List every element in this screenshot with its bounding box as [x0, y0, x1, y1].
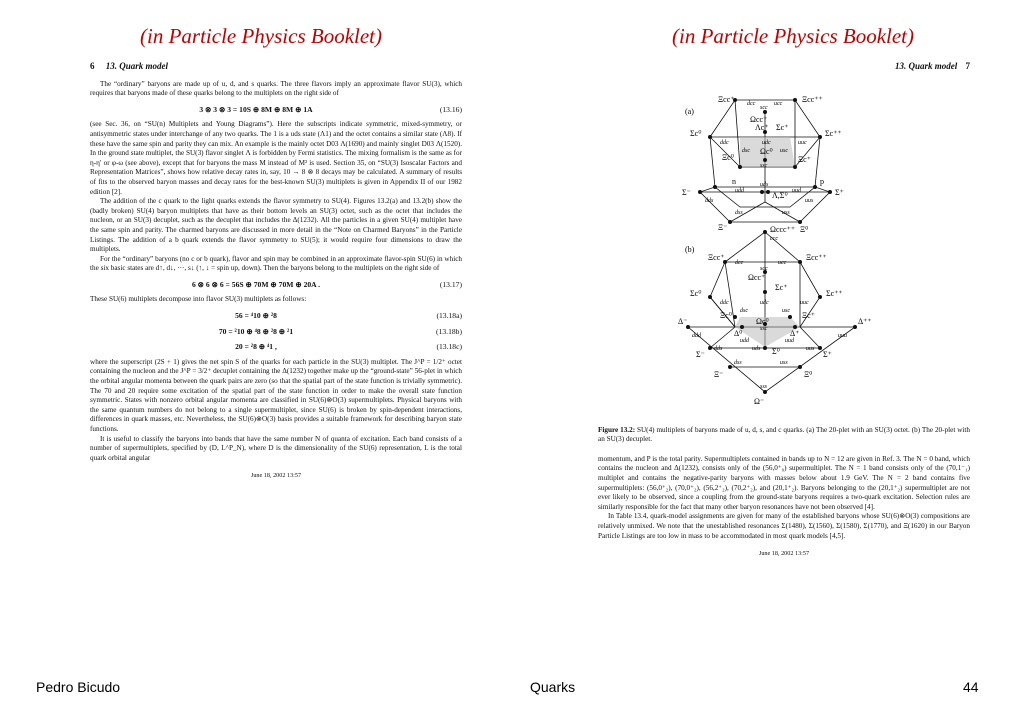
label-b-xi-0: Ξ⁰: [804, 370, 813, 379]
label-b-dss: dss: [734, 360, 742, 366]
equation-13-18b: [90, 327, 462, 337]
label-b-dcc: dcc: [735, 260, 744, 266]
label-uuc: uuc: [798, 140, 807, 146]
label-b-uuc: uuc: [800, 300, 809, 306]
equation-13-16: [90, 105, 462, 115]
left-page-number: 6: [90, 61, 95, 71]
right-page-date: June 18, 2002 13:57: [758, 550, 810, 558]
fig-a-label: (a): [685, 107, 694, 116]
equation-expression: 3 ⊗ 3 ⊗ 3 = 10S ⊕ 8M ⊕ 8M ⊕ 1A: [199, 104, 313, 114]
label-ddc: ddc: [720, 140, 729, 146]
label-sigma-c-0: Σc⁰: [690, 129, 702, 138]
label-sigma-c-plus: Σc⁺: [776, 123, 789, 132]
label-b-sigma-c-0: Σc⁰: [690, 289, 702, 298]
label-b-sigma-0: Σ⁰: [772, 347, 780, 356]
label-b-xi-cc-plusplus: Ξcc⁺⁺: [806, 253, 827, 262]
booklet-title-right: (in Particle Physics Booklet): [672, 24, 915, 48]
label-b-scc: scc: [760, 266, 768, 272]
diagram-b-text: [678, 225, 872, 406]
label-delta-plusplus: Δ⁺⁺: [858, 317, 872, 326]
diagram-a-text: [682, 95, 844, 234]
equation-tag: (13.18a): [436, 311, 462, 321]
label-b-sigma-c-plus: Σc⁺: [775, 283, 788, 292]
left-paragraph-4: For the “ordinary” baryons (no c or b quark), flavor and spin may be combined in an approximate flavor-spin SU(6) in which the six basic states are d↑, d↓, ···, s↓ (↑, ↓ = spin up, down). Then the baryons belong to the multiplets on the right side of: [90, 254, 462, 273]
label-b-udd: udd: [740, 338, 749, 344]
footer-topic: Quarks: [530, 679, 576, 695]
label-dss: dss: [735, 210, 743, 216]
label-xi-c-0: Ξc⁰: [722, 153, 734, 162]
figure-caption-text: SU(4) multiplets of baryons made of u, d, s, and c quarks. (a) The 20-plet with an SU(3) octet. (b) The 20-plet with an SU(3) decuplet.: [598, 425, 970, 444]
label-dcc: dcc: [747, 101, 756, 107]
label-xi-cc-plusplus: Ξcc⁺⁺: [802, 95, 823, 104]
label-b-dds: dds: [714, 346, 723, 352]
label-delta-minus: Δ⁻: [678, 317, 688, 326]
label-uud: uud: [792, 188, 801, 194]
left-paragraph-7: It is useful to classify the baryons into bands that have the same number N of quanta of excitation. Each band consists of a number of supermultiplets, specified by (D, L^P_N), where D is the dimensionality of the SU(6) representation, L is the total quark orbital angular: [90, 434, 462, 462]
left-paragraph-5: These SU(6) multiplets decompose into flavor SU(3) multiplets as follows:: [90, 295, 307, 304]
label-lambda-sigma-0: Λ,Σ⁰: [772, 191, 788, 200]
equation-13-18c: [90, 342, 462, 352]
equation-tag: (13.18b): [436, 326, 462, 336]
label-b-xi-cc-plus: Ξcc⁺: [708, 253, 725, 262]
label-b-xi-c-plus: Ξc⁺: [802, 311, 815, 320]
label-omega-c: Ωc⁰: [760, 147, 773, 156]
label-b-xi-c-0: Ξc⁰: [720, 311, 732, 320]
label-b-omega-cc: Ωcc⁺: [748, 273, 766, 282]
equation-13-17: [90, 280, 462, 290]
label-xi-cc-plus: Ξcc⁺: [718, 95, 735, 104]
label-sigma-plus: Σ⁺: [835, 188, 844, 197]
equation-13-18a: [90, 311, 462, 321]
equation-expression: 70 = ²10 ⊕ ⁴8 ⊕ ²8 ⊕ ²1: [218, 326, 294, 336]
left-paragraph-6: where the superscript (2S + 1) gives the net spin S of the quarks for each particle in the SU(3) multiplet. The J^P = 1/2⁺ octet containing the nucleon and the J^P = 3/2⁺ decuplet containing the Δ(1232) together make up the “ground-state” 56-plet in which the orbital angular momenta between the quark pairs are zero (so that the spatial part of the state function is trivially symmetric). The 70 and 20 require some excitation of the spatial part of the state function in order to make the overall state function symmetric. States with nonzero orbital angular momenta are classified in SU(6)⊗O(3) supermultiplets. Physical baryons with the same quantum numbers do not belong to a single supermultiplet, since SU(6) is broken by spin-dependent interactions, differences in quark masses, etc. Nevertheless, the SU(6)⊗O(3) basis provides a suitable framework for describing baryon state functions.: [90, 357, 462, 433]
label-ddd: ddd: [692, 333, 701, 339]
right-paragraph-2: In Table 13.4, quark-model assignments are given for many of the established baryons whose SU(6)⊗O(3) compositions are relatively unmixed. We note that the unestablished resonances Σ(1480), Σ(1560), Σ(1580), Σ(1770), and Ξ(1620) in our Baryon Particle Listings are too low in mass to be accommodated in most quark models [4,5].: [598, 512, 970, 540]
label-sigma-c-plusplus: Σc⁺⁺: [825, 129, 842, 138]
booklet-title-left: (in Particle Physics Booklet): [140, 24, 383, 48]
footer-page-number: 44: [963, 679, 979, 695]
label-usc: usc: [780, 148, 788, 154]
su4-multiplet-diagrams: [680, 92, 880, 422]
label-b-xi-minus: Ξ⁻: [714, 370, 724, 379]
equation-tag: (13.18c): [436, 342, 462, 352]
label-scc: scc: [760, 105, 768, 111]
label-b-uss: uss: [780, 360, 788, 366]
label-b-ucc: ucc: [778, 260, 787, 266]
label-b-uds: uds: [752, 346, 761, 352]
label-uss: uss: [782, 210, 790, 216]
label-b-udc: udc: [760, 300, 769, 306]
label-omega-ccc: Ωccc⁺⁺: [770, 225, 796, 234]
footer-author: Pedro Bicudo: [36, 679, 121, 695]
label-omega-cc: Ωcc⁺: [750, 115, 768, 124]
label-udd: udd: [735, 188, 744, 194]
label-p: p: [820, 177, 824, 186]
equation-expression: 20 = ²8 ⊕ ⁴1 ,: [235, 342, 277, 352]
right-page-number: 7: [965, 61, 970, 71]
right-paragraph-1: momentum, and P is the total parity. Supermultiplets contained in bands up to N = 12 are given in Ref. 3. The N = 0 band, which contains the nucleon and Δ(1232), consists only of the (56,0⁺₀) supermultiplet. The N = 1 band consists only of the (70,1⁻₁) multiplet and contains the negative-parity baryons with masses below about 1.9 GeV. The N = 2 band contains five supermultiplets: (56,0⁺₂), (70,0⁺₂), (56,2⁺₂), (70,2⁺₂), and (20,1⁺₂). Baryons belonging to the (20,1⁺₂) supermultiplet are not ever likely to be observed, since a coupling from the ground-state baryons requires a two-quark excitation. Selection rules are similarly responsible for the fact that many other baryon resonances have not been observed [4].: [598, 454, 970, 511]
fig-b-label: (b): [685, 245, 695, 254]
label-b-ddc: ddc: [720, 300, 729, 306]
label-ssc: ssc: [760, 163, 768, 169]
label-b-uud: uud: [785, 338, 794, 344]
figure-caption-lead: Figure 13.2:: [598, 425, 636, 434]
label-dds: dds: [705, 198, 714, 204]
figure-caption: [598, 426, 970, 445]
label-n: n: [732, 177, 736, 186]
left-page-header: [90, 62, 462, 72]
label-delta-plus: Δ⁺: [790, 329, 800, 338]
label-b-usc: usc: [782, 308, 790, 314]
right-section-title: 13. Quark model: [894, 61, 958, 71]
label-xi-minus: Ξ⁻: [718, 223, 728, 232]
label-b-sigma-c-plusplus: Σc⁺⁺: [826, 289, 843, 298]
equation-tag: (13.17): [439, 279, 462, 289]
label-ccc: ccc: [770, 236, 778, 242]
right-page-header: [598, 62, 970, 72]
left-booklet-page: [90, 62, 462, 481]
left-section-title: 13. Quark model: [105, 61, 169, 71]
figure-13-2: [680, 92, 880, 422]
equation-expression: 6 ⊗ 6 ⊗ 6 = 56S ⊕ 70M ⊕ 70M ⊕ 20A .: [191, 279, 321, 289]
label-xi-0: Ξ⁰: [800, 225, 809, 234]
label-dsc: dsc: [742, 148, 750, 154]
equation-tag: (13.16): [439, 104, 462, 114]
label-b-uus: uus: [806, 346, 815, 352]
label-b-sigma-plus: Σ⁺: [823, 350, 832, 359]
left-paragraph-1: The “ordinary” baryons are made up of u, d, and s quarks. The three flavors imply an approximate flavor SU(3), which requires that baryons made of these quarks belong to the multiplets on the right side of: [90, 79, 462, 98]
label-ucc: ucc: [774, 101, 783, 107]
label-uuu: uuu: [838, 333, 847, 339]
label-b-ssc: ssc: [760, 326, 768, 332]
left-paragraph-2: (see Sec. 36, on “SU(n) Multiplets and Young Diagrams”). Here the subscripts indicate symmetric, mixed-symmetry, or antisymmetric states under interchange of any two quarks. The 1 is a uds state (Λ1) and the octet contains a similar state (Λ8). If these have the same spin and parity they can mix. An example is the mainly octet D03 Λ(1690) and mainly singlet D03 Λ(1520). In the ground state multiplet, the SU(3) flavor singlet Λ is forbidden by Fermi statistics. The mixing formalism is the same as for η-η′ or φ-ω (see above), except that for baryons the mass M instead of M² is used. Section 35, on “SU(3) Isoscalar Factors and Representation Matrices”, shows how relative decay rates in, say, 10 → 8 ⊗ 8 decays may be calculated. A summary of results of fits to the observed baryon masses and decay rates for the best-known SU(3) multiplets is given in Appendix II of our 1982 edition [2].: [90, 120, 462, 196]
label-lambda-c: Λc⁺: [755, 123, 769, 132]
label-b-sigma-minus: Σ⁻: [696, 350, 705, 359]
label-omega-minus: Ω⁻: [754, 397, 765, 406]
label-sss: sss: [760, 384, 768, 390]
label-udc: udc: [762, 140, 771, 146]
label-uds: uds: [760, 182, 769, 188]
equation-expression: 56 = ⁴10 ⊕ ²8: [235, 311, 277, 321]
label-delta-0: Δ⁰: [734, 329, 743, 338]
label-sigma-minus: Σ⁻: [682, 188, 691, 197]
left-paragraph-3: The addition of the c quark to the light quarks extends the flavor symmetry to SU(4). Figures 13.2(a) and 13.2(b) show the (badly broken) SU(4) baryon multiplets that have as their bottom levels an SU(3) octet, such as the octet that includes the nucleon, or an SU(3) decuplet, such as the decuplet that includes the Δ(1232). All the particles in a given SU(4) multiplet have the same spin and parity. The charmed baryons are discussed in more detail in the “Note on Charmed Baryons” in the Particle Listings. The addition of a b quark extends the flavor symmetry to SU(5); it would require four dimensions to draw the multiplets.: [90, 197, 462, 254]
label-uus: uus: [805, 198, 814, 204]
label-b-dsc: dsc: [740, 308, 748, 314]
left-page-date: June 18, 2002 13:57: [250, 472, 302, 480]
label-b-omega-c: Ωc⁰: [756, 317, 769, 326]
label-xi-c-plus: Ξc⁺: [798, 155, 811, 164]
